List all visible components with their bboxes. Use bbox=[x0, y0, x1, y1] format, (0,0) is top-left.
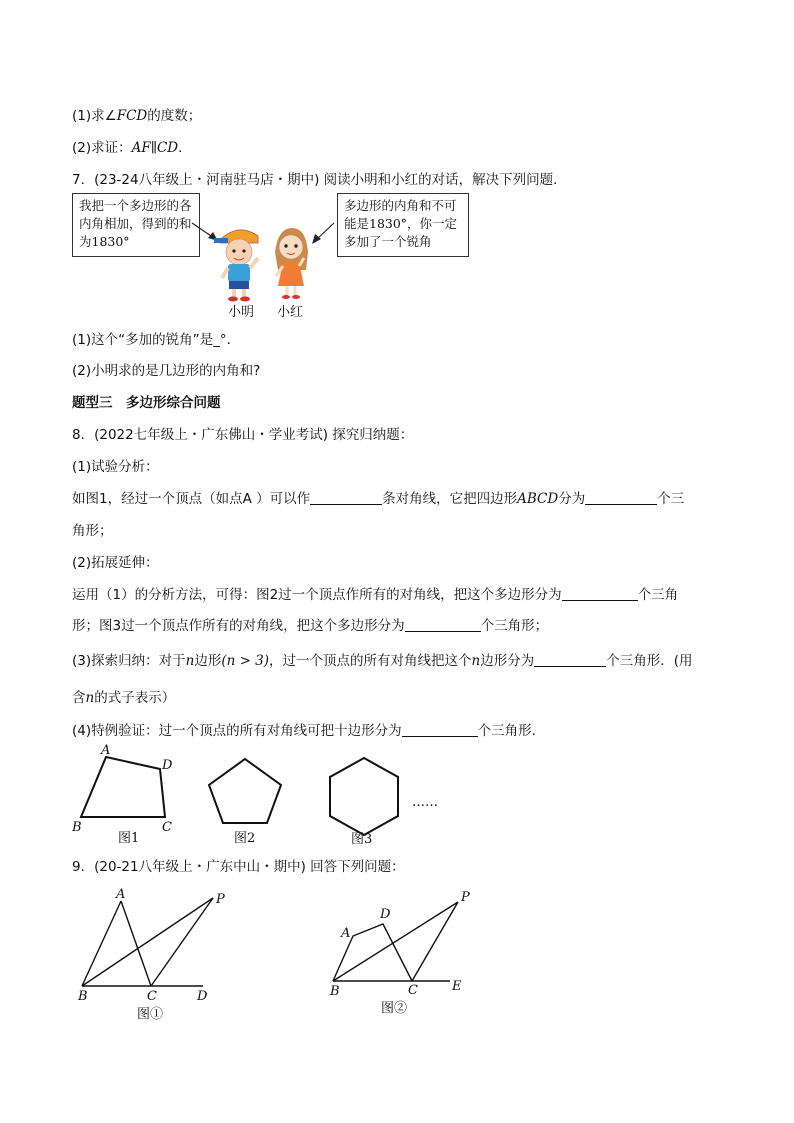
q8-part4: (4)特例验证：过一个顶点的所有对角线可把十边形分为 个三角形． bbox=[72, 723, 546, 739]
q8-part2-line2: 形；图3过一个顶点作所有的对角线，把这个多边形分为 个三角形； bbox=[72, 618, 549, 634]
label-xiaohong: 小红 bbox=[277, 305, 304, 320]
vertex-label: B bbox=[78, 989, 88, 1004]
label-xiaoming: 小明 bbox=[228, 305, 255, 320]
vertex-label: A bbox=[341, 926, 351, 941]
vertex-label: A bbox=[101, 743, 111, 758]
section-title: 题型三 多边形综合问题 bbox=[72, 395, 221, 411]
q8-part1-line1: 如图1，经过一个顶点（如点A ）可以作 条对角线，它把四边形ABCD分为 个三 bbox=[72, 491, 685, 507]
vertex-label: A bbox=[116, 887, 126, 902]
q8-part2-heading: (2)拓展延伸： bbox=[72, 555, 159, 571]
figure-caption: 图3 bbox=[351, 832, 373, 847]
q7-part1: (1)这个“多加的锐角”是_°． bbox=[72, 332, 241, 348]
speech-bubble-xiaohong: 多边形的内角和不可能是1830°，你一定多加了一个锐角 bbox=[337, 193, 469, 257]
vertex-label: D bbox=[162, 758, 173, 773]
figure-caption: 图1 bbox=[118, 831, 140, 846]
q7-part2: (2)小明求的是几边形的内角和? bbox=[72, 363, 261, 379]
vertex-label: D bbox=[380, 907, 391, 922]
figure-q9-2 bbox=[329, 890, 470, 1016]
q8-part1-line2: 角形； bbox=[72, 523, 113, 539]
figure-caption: 图2 bbox=[234, 831, 256, 846]
vertex-label: P bbox=[461, 890, 470, 905]
vertex-label: C bbox=[408, 983, 418, 998]
ellipsis: …… bbox=[412, 795, 438, 810]
q8-part3-line2: 含n的式子表示） bbox=[72, 690, 176, 706]
q8-stem: 8．(2022七年级上・广东佛山・学业考试) 探究归纳题： bbox=[72, 427, 414, 443]
vertex-label: B bbox=[72, 820, 82, 835]
speech-bubble-xiaoming: 我把一个多边形的各内角相加，得到的和为1830° bbox=[72, 193, 200, 257]
q8-part2-line1: 运用（1）的分析方法，可得：图2过一个顶点作所有的对角线，把这个多边形分为 个三角 bbox=[72, 587, 679, 603]
vertex-label: B bbox=[330, 984, 340, 999]
q8-part1-heading: (1)试验分析： bbox=[72, 459, 159, 475]
q7-stem: 7．(23-24八年级上・河南驻马店・期中) 阅读小明和小红的对话，解决下列问题． bbox=[72, 172, 567, 188]
vertex-label: E bbox=[452, 979, 462, 994]
figure-caption: 图② bbox=[381, 1001, 408, 1016]
q6-part1: (1)求∠FCD的度数； bbox=[72, 108, 202, 124]
vertex-label: C bbox=[147, 989, 157, 1004]
q6-part2: (2)求证：AF∥CD. bbox=[72, 140, 183, 156]
figure-q9-1 bbox=[77, 887, 225, 1022]
figure-caption: 图① bbox=[137, 1007, 164, 1022]
q9-stem: 9．(20-21八年级上・广东中山・期中) 回答下列问题： bbox=[72, 859, 405, 875]
vertex-label: C bbox=[162, 820, 172, 835]
vertex-label: P bbox=[216, 892, 225, 907]
q8-part3-line1: (3)探索归纳：对于n边形(n > 3)，过一个顶点的所有对角线把这个n边形分为 个三角形．(用 bbox=[72, 653, 693, 669]
vertex-label: D bbox=[197, 989, 208, 1004]
